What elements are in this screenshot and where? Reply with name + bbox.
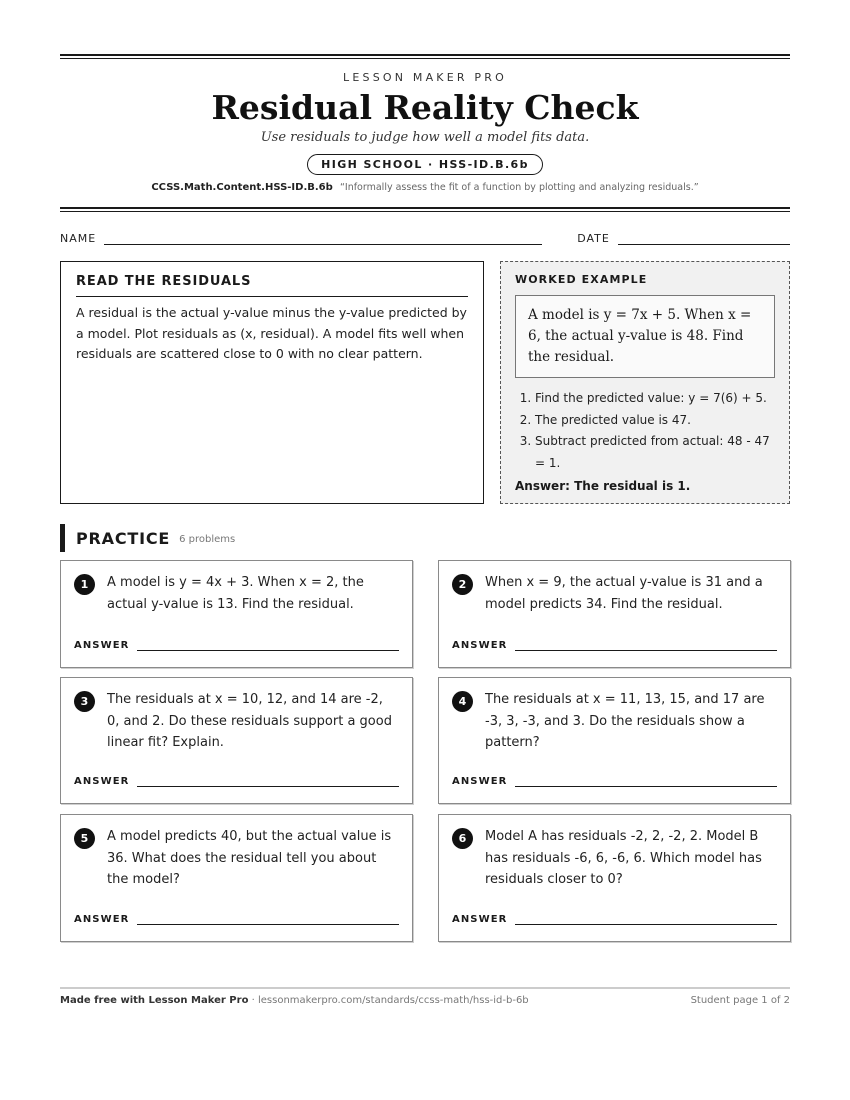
problem-card-1 (60, 560, 413, 668)
date-field[interactable] (618, 234, 790, 245)
answer-row (74, 776, 399, 787)
worked-example-problem: A model is y = 7x + 5. When x = 6, the actual y-value is 48. Find the residual. (515, 295, 775, 378)
worked-step: 3. Subtract predicted from actual: 48 - 47 = 1. (535, 431, 775, 474)
worked-example-steps (515, 388, 775, 474)
name-date-row (60, 231, 790, 245)
header-bottom-rule (60, 207, 790, 212)
worked-example-answer: Answer: The residual is 1. (515, 479, 691, 493)
worked-step: 2. The predicted value is 47. (535, 410, 775, 432)
answer-field[interactable] (515, 778, 777, 787)
answer-label: ANSWER (74, 776, 130, 787)
read-residuals-box (60, 261, 484, 504)
problem-text: A model predicts 40, but the actual value is 36. What does the residual tell you about the model? (107, 829, 392, 887)
answer-label: ANSWER (452, 640, 508, 651)
practice-header (60, 524, 790, 552)
name-field[interactable] (104, 234, 542, 245)
problem-number: 5 (74, 828, 95, 849)
grade-standard-badge: HIGH SCHOOL · HSS-ID.B.6b (307, 154, 543, 175)
answer-row (452, 776, 777, 787)
practice-title: PRACTICE (76, 528, 171, 548)
problem-text: Model A has residuals -2, 2, -2, 2. Model B has residuals -6, 6, -6, 6. Which model has residuals closer to 0? (485, 829, 762, 887)
brand-name: LESSON MAKER PRO (343, 71, 507, 84)
practice-accent-bar (60, 524, 65, 552)
footer-url[interactable]: · lessonmakerpro.com/standards/ccss-math/hss-id-b-6b (248, 995, 529, 1006)
intro-boxes (60, 261, 790, 504)
worked-step: 1. Find the predicted value: y = 7(6) + 5. (535, 388, 775, 410)
problem-card-2 (438, 560, 791, 668)
answer-field[interactable] (515, 916, 777, 925)
header-top-rule (60, 54, 790, 59)
standard-line (60, 182, 790, 193)
answer-label: ANSWER (452, 776, 508, 787)
problem-card-6 (438, 814, 791, 942)
page-footer (60, 995, 790, 1006)
footer-credit (60, 995, 529, 1006)
name-label: NAME (60, 232, 97, 245)
footer-page-number: Student page 1 of 2 (690, 995, 790, 1006)
problem-card-5 (60, 814, 413, 942)
problem-text: When x = 9, the actual y-value is 31 and a model predicts 34. Find the residual. (485, 575, 763, 612)
worksheet-title: Residual Reality Check (211, 88, 639, 127)
answer-field[interactable] (515, 642, 777, 651)
problem-text: The residuals at x = 10, 12, and 14 are -2, 0, and 2. Do these residuals support a good linear fit? Explain. (107, 692, 392, 750)
problem-card-3 (60, 677, 413, 804)
answer-row (452, 914, 777, 925)
worksheet-subtitle: Use residuals to judge how well a model fits data. (260, 130, 590, 145)
problem-text: The residuals at x = 11, 13, 15, and 17 are -3, 3, -3, and 3. Do the residuals show a pattern? (485, 692, 765, 750)
problem-number: 4 (452, 691, 473, 712)
problem-card-4 (438, 677, 791, 804)
problem-number: 6 (452, 828, 473, 849)
worked-example-heading: WORKED EXAMPLE (515, 273, 648, 286)
read-box-body: A residual is the actual y-value minus the y-value predicted by a model. Plot residuals as (x, residual). A model fits well when residuals are scattered close to 0 with no clear pattern. (76, 305, 467, 361)
answer-label: ANSWER (452, 914, 508, 925)
footer-made-with: Made free with Lesson Maker Pro (60, 995, 249, 1006)
practice-count: 6 problems (179, 534, 236, 545)
answer-row (74, 640, 399, 651)
problem-number: 1 (74, 574, 95, 595)
standard-code: CCSS.Math.Content.HSS-ID.B.6b (151, 182, 333, 193)
answer-label: ANSWER (74, 640, 130, 651)
worksheet-page (60, 54, 790, 925)
answer-row (452, 640, 777, 651)
standard-text: “Informally assess the fit of a function by plotting and analyzing residuals.” (339, 182, 699, 193)
answer-field[interactable] (137, 642, 399, 651)
worked-example-box (500, 261, 790, 504)
problem-number: 3 (74, 691, 95, 712)
footer-rule (60, 987, 790, 989)
answer-field[interactable] (137, 916, 399, 925)
read-box-heading: READ THE RESIDUALS (76, 274, 468, 297)
date-label: DATE (577, 232, 610, 245)
answer-row (74, 914, 399, 925)
problem-text: A model is y = 4x + 3. When x = 2, the actual y-value is 13. Find the residual. (107, 575, 364, 612)
problem-number: 2 (452, 574, 473, 595)
answer-label: ANSWER (74, 914, 130, 925)
answer-field[interactable] (137, 778, 399, 787)
